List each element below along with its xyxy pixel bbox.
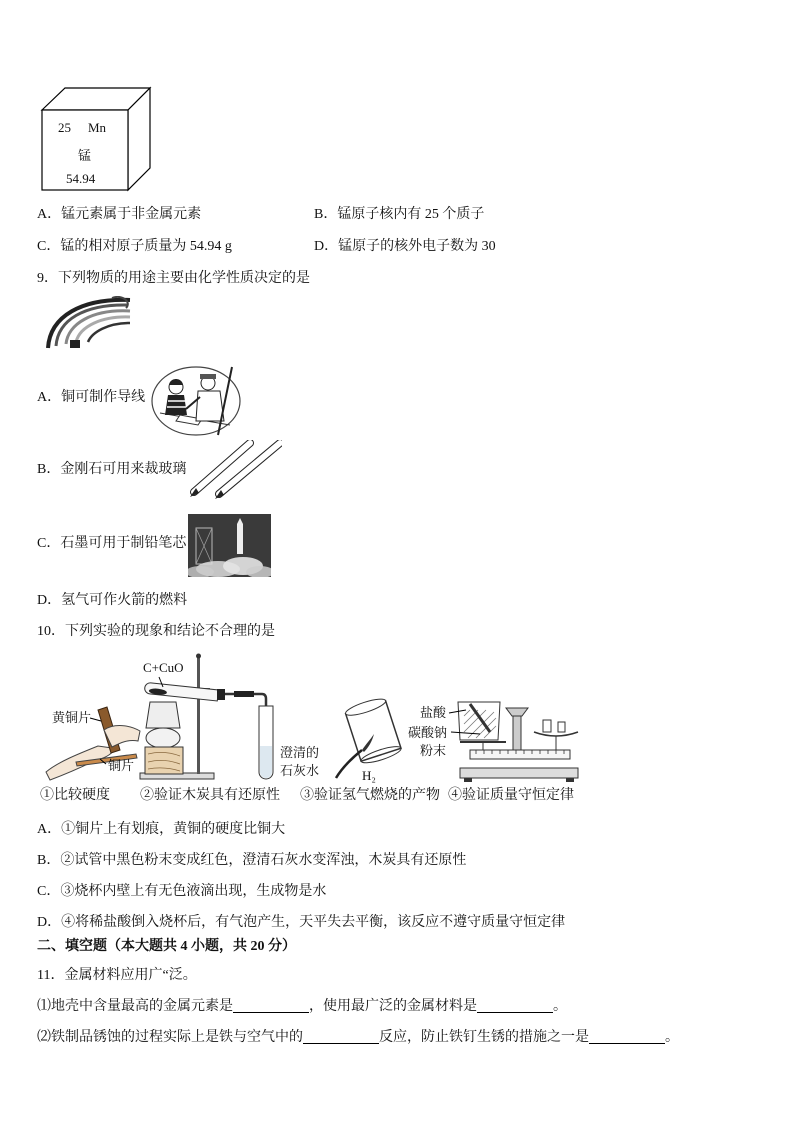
workers-cartoon-image [150, 363, 242, 437]
caption-4: ④验证质量守恒定律 [448, 788, 574, 803]
rocket-launch-image [188, 514, 271, 577]
q10-stem: 10．下列实验的现象和结论不合理的是 [37, 624, 275, 639]
q11-sub1-text: ，使用最广泛的金属材料是 [309, 999, 477, 1014]
wire [88, 323, 130, 342]
answer-blank[interactable] [233, 998, 309, 1013]
answer-blank[interactable] [303, 1029, 379, 1044]
q10-option-a: A．①铜片上有划痕，黄铜的硬度比铜大 [37, 822, 286, 837]
balance-foot [464, 778, 472, 782]
answer-blank[interactable] [477, 998, 553, 1013]
q10-option-d: D．④将稀盐酸倒入烧杯后，有气泡产生，天平失去平衡，该反应不遵守质量守恒定律 [37, 915, 566, 930]
caption-3: ③验证氢气燃烧的产物 [300, 788, 440, 803]
wires-image [42, 296, 132, 352]
rocket [237, 518, 243, 554]
horizontal-test-tube [144, 682, 218, 701]
q11-stem: 11．金属材料应用广“泛。 [37, 968, 197, 983]
brass-pointer [90, 718, 101, 721]
adult-body [196, 391, 224, 421]
q11-sub1-text: ⑴地壳中含量最高的金属元素是 [37, 999, 233, 1014]
inverted-beaker [344, 696, 402, 766]
q9-option-b: B．金刚石可用来裁玻璃 [37, 462, 187, 477]
q10-option-c: C．③烧杯内壁上有无色液滴出现，生成物是水 [37, 884, 327, 899]
pencils-image [186, 440, 282, 502]
caption-2: ②验证木炭具有还原性 [140, 788, 280, 803]
q11-sub1 [37, 997, 567, 1017]
element-name: 锰 [78, 148, 92, 163]
q11-sub2-text: 。 [665, 1030, 679, 1045]
pencil [215, 443, 280, 499]
acid-label: 盐酸 [420, 705, 447, 720]
plug [70, 340, 80, 348]
answer-blank[interactable] [589, 1029, 665, 1044]
stand-rod [197, 656, 200, 774]
caption-1: ①比较硬度 [40, 788, 110, 803]
q9-option-c: C．石墨可用于制铅笔芯 [37, 536, 187, 551]
q11-sub2 [37, 1028, 679, 1048]
pillar-cup [506, 708, 528, 716]
carbonate-label-2: 粉末 [420, 743, 447, 758]
q10-option-b: B．②试管中黑色粉末变成红色，澄清石灰水变浑浊，木炭具有还原性 [37, 853, 467, 868]
q9-option-d: D．氢气可作火箭的燃料 [37, 593, 188, 608]
limewater-label-1: 澄清的 [280, 745, 320, 760]
hydrogen-label: H₂ [362, 768, 376, 783]
limewater [260, 746, 272, 778]
brass-label: 黄铜片 [52, 710, 92, 725]
lamp-chimney [146, 702, 180, 728]
weight [558, 722, 565, 732]
q11-sub2-text: ⑵铁制品锈蚀的过程实际上是铁与空气中的 [37, 1030, 303, 1045]
q8-option-d: D．锰原子的核外电子数为 30 [314, 239, 496, 254]
adult-cap [200, 374, 216, 379]
rubber-connector [234, 691, 254, 697]
carbon-reduction-apparatus [140, 654, 319, 780]
q8-option-a: A．锰元素属于非金属元素 [37, 207, 202, 222]
hardness-test-illustration [46, 707, 140, 780]
balance-base [460, 768, 578, 778]
q11-sub1-text: 。 [553, 999, 567, 1014]
rod-cap [196, 654, 201, 659]
element-symbol: Mn [88, 120, 107, 135]
atomic-number: 25 [58, 120, 71, 135]
q8-option-b: B．锰原子核内有 25 个质子 [314, 207, 485, 222]
limewater-label-2: 石灰水 [280, 763, 320, 778]
q10-experiment-diagram [40, 650, 585, 810]
manganese-element-card [40, 85, 155, 195]
right-pan [534, 732, 578, 736]
rubber-stopper [217, 689, 225, 700]
reactants-label: C+CuO [143, 660, 184, 675]
q9-stem: 9．下列物质的用途主要由化学性质决定的是 [37, 271, 310, 286]
section-heading: 二、填空题（本大题共 4 小题，共 20 分） [37, 939, 296, 954]
carbonate-label-1: 碳酸钠 [408, 725, 448, 740]
child-body [165, 395, 187, 415]
q9-option-a: A．铜可制作导线 [37, 390, 146, 405]
balance-scale-bar [470, 750, 570, 759]
weight [543, 720, 551, 732]
gas-tube [336, 750, 362, 778]
alcohol-lamp [146, 728, 180, 748]
copper-label: 铜片 [108, 758, 135, 773]
mass-conservation-balance [408, 702, 578, 782]
atomic-mass: 54.94 [66, 171, 96, 186]
hydrogen-combustion-apparatus [336, 696, 403, 783]
balance-foot [566, 778, 574, 782]
q8-option-c: C．锰的相对原子质量为 54.94 g [37, 239, 232, 254]
balance-pillar [513, 714, 521, 750]
q11-sub2-text: 反应，防止铁钉生锈的措施之一是 [379, 1030, 589, 1045]
